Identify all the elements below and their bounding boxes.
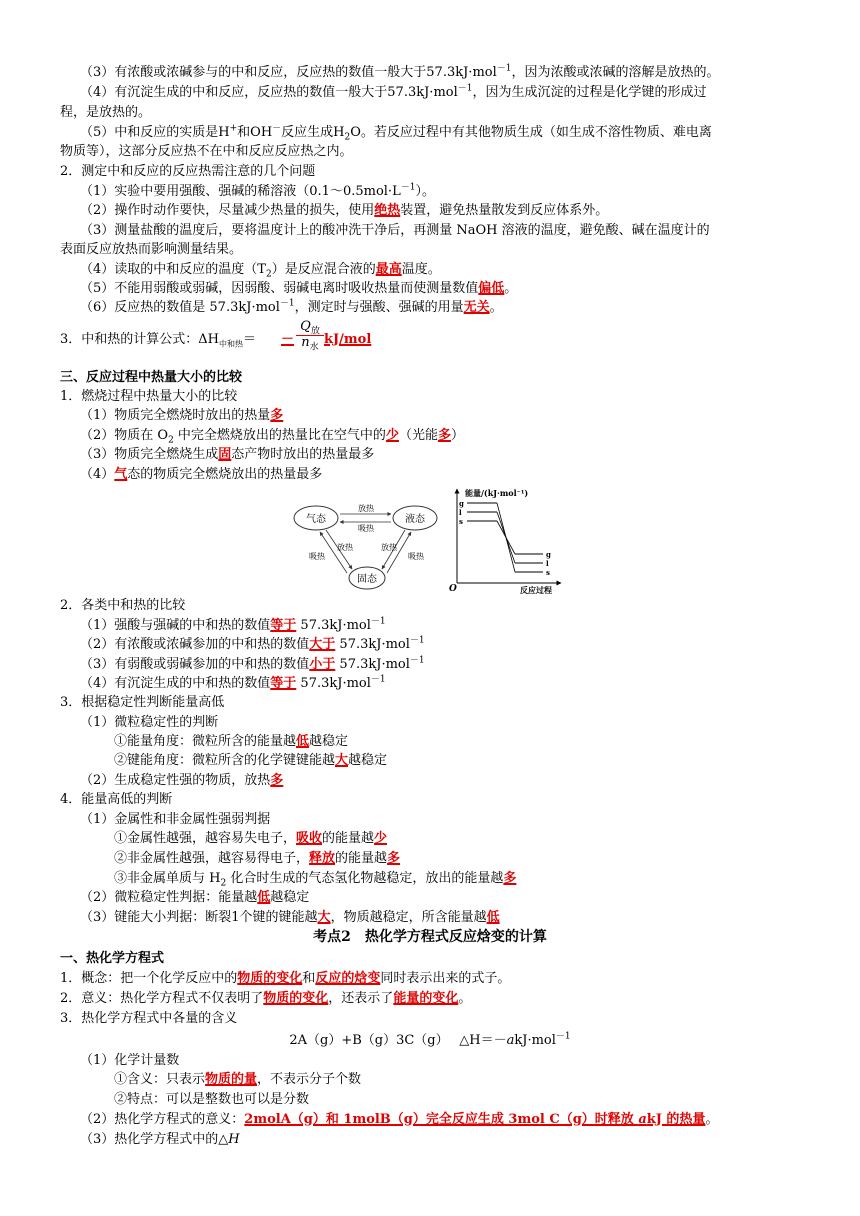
y-axis-label: 能量/(kJ·mol⁻¹) — [465, 488, 529, 498]
answer: 绝热 — [374, 203, 401, 218]
item-value: （6）反应热的数值是 57.3kJ·mol$^{-1}$，测定时与强酸、强碱的用量无关。 — [80, 298, 503, 315]
release-label: 放热 — [381, 543, 397, 552]
answer: 反应的焓变 — [315, 971, 381, 986]
right-level-label: l — [546, 559, 549, 568]
answer: 多 — [270, 773, 284, 788]
item-coefficient-feature: ②特点：可以是整数也可以是分数 — [114, 1092, 310, 1107]
item-energy-angle: ①能量角度：微粒所含的能量越低越稳定 — [114, 734, 349, 749]
item-particle-criterion: （2）微粒稳定性判据：能量越低越稳定 — [80, 890, 310, 905]
answer: 固 — [218, 447, 232, 462]
absorb-label: 吸热 — [309, 552, 325, 561]
item-quantities: 3．热化学方程式中各量的含义 — [60, 1011, 238, 1026]
subheading-combustion: 1．燃烧过程中热量大小的比较 — [60, 389, 238, 404]
answer: 释放 — [309, 851, 336, 866]
answer: 少 — [385, 428, 399, 443]
item-concept: 1．概念：把一个化学反应中的物质的变化和反应的焓变同时表示出来的式子。 — [60, 971, 511, 986]
item-particle-stability: （1）微粒稳定性的判断 — [80, 715, 219, 730]
para-precipitate: （4）有沉淀生成的中和反应，反应热的数值一般大于57.3kJ·mol$^{-1}$，因为生成沉淀的过程是化学键的形成过 — [80, 83, 707, 100]
answer: 多 — [503, 871, 517, 886]
item-equation-meaning: （2）热化学方程式的意义：2molA（g）和 1molB（g）完全反应生成 3mol C（g）时释放 akJ 的热量。 — [80, 1112, 719, 1127]
left-level-label: l — [459, 508, 462, 517]
release-label: 放热 — [358, 504, 374, 513]
answer: 吸收 — [296, 831, 323, 846]
energy-level-chart — [445, 483, 565, 595]
answer: 小于 — [309, 657, 336, 672]
item-complete-combustion: （1）物质完全燃烧时放出的热量多 — [80, 408, 284, 423]
answer: 能量的变化 — [393, 991, 459, 1006]
item-precipitate: （4）有沉淀生成的中和热的数值等于 57.3kJ·mol$^{-1}$ — [80, 674, 386, 691]
gas-label: 气态 — [306, 514, 326, 525]
release-label: 放热 — [337, 543, 353, 552]
answer: 等于 — [270, 676, 297, 691]
answer: 多 — [387, 851, 401, 866]
item-hydride: ③非金属单质与 $H_2$ 化合时生成的气态氢化物越稳定，放出的能量越多 — [114, 871, 517, 889]
item-meaning: 2．意义：热化学方程式不仅表明了物质的变化，还表示了能量的变化。 — [60, 991, 472, 1006]
item-metal: ①金属性越强，越容易失电子，吸收的能量越少 — [114, 831, 388, 846]
answer: 偏低 — [478, 281, 505, 296]
item-metallic: （1）金属性和非金属性强弱判据 — [80, 812, 271, 827]
section-heading: 三、反应过程中热量大小的比较 — [60, 370, 243, 385]
right-level-label: s — [546, 568, 550, 577]
formula-label: 3．中和热的计算公式：$\Delta H_{中和热}=$ — [60, 332, 257, 349]
item-gas-state: （4）气态的物质完全燃烧放出的热量最多 — [80, 467, 323, 482]
para-essence-cont: 物质等），这部分反应热不在中和反应反应热之内。 — [60, 144, 353, 159]
item-nonmetal: ②非金属性越强，越容易得电子，释放的能量越多 — [114, 851, 401, 866]
answer: 气 — [114, 467, 128, 482]
item-weak: （3）有弱酸或弱碱参加的中和热的数值小于 57.3kJ·mol$^{-1}$ — [80, 655, 425, 672]
item-bond-angle: ②键能角度：微粒所含的化学键键能越大越稳定 — [114, 753, 388, 768]
item-oxygen: （2）物质在 $O_2$ 中完全燃烧放出的热量比在空气中的少（光能多） — [80, 428, 464, 446]
para-essence: （5）中和反应的实质是H+和OH－反应生成$H_2O$。若反应过程中有其他物质生成（如生成不溶性物质、难电离 — [80, 123, 712, 143]
item-delta-h: （3）热化学方程式中的△H — [80, 1132, 240, 1147]
answer: 等于 — [270, 618, 297, 633]
equation: 2A（g）+B（g）3C（g） △H＝－akJ·mol$^{-1}$ — [289, 1031, 571, 1048]
item-dilute: （1）实验中要用强酸、强碱的稀溶液$(0.1\sim 0.5mol\cdot L^{-1})$。 — [80, 182, 435, 199]
item-strong: （1）强酸与强碱的中和热的数值等于 57.3kJ·mol$^{-1}$ — [80, 616, 386, 633]
item-thermometer-cont: 表面反应放热而影响测量结果。 — [60, 242, 243, 257]
para-precipitate-cont: 程，是放热的。 — [60, 105, 152, 120]
item-coefficient-meaning: ①含义：只表示物质的量，不表示分子个数 — [114, 1072, 362, 1087]
subheading-stability: 3．根据稳定性判断能量高低 — [60, 695, 225, 710]
answer: 低 — [257, 890, 271, 905]
answer: 低 — [486, 910, 500, 925]
formula-minus: － — [281, 332, 295, 347]
item-stable-product: （2）生成稳定性强的物质，放热多 — [80, 773, 284, 788]
left-level-label: s — [459, 517, 463, 526]
transition-line — [497, 521, 515, 554]
item-solid-product: （3）物质完全燃烧生成固态产物时放出的热量最多 — [80, 447, 375, 462]
answer: 少 — [374, 831, 388, 846]
item-temperature: （4）读取的中和反应的温度$(T_2)$是反应混合液的最高温度。 — [80, 262, 441, 280]
item-quick: （2）操作时动作要快，尽量减少热量的损失，使用绝热装置，避免热量散发到反应体系外。 — [80, 203, 609, 218]
answer: 物质的变化 — [263, 991, 329, 1006]
state-change-diagram — [290, 483, 440, 591]
formula-fraction: $Q_放$ $n_水$ — [296, 320, 324, 350]
answer: 物质的变化 — [237, 971, 303, 986]
answer: 最高 — [375, 262, 402, 277]
answer: 大 — [335, 753, 349, 768]
energy-levels — [459, 499, 551, 577]
section-heading-thermo: 一、热化学方程式 — [60, 951, 165, 966]
formula-unit: kJ/mol — [324, 332, 372, 347]
answer: 物质的量 — [205, 1072, 258, 1087]
item-thermometer: （3）测量盐酸的温度后，要将温度计上的酸冲洗干净后，再测量 NaOH 溶液的温度，避免酸、碱在温度计的 — [80, 223, 710, 238]
subheading-energy: 4．能量高低的判断 — [60, 792, 173, 807]
answer: 多 — [270, 408, 284, 423]
para-concentrated: （3）有浓酸或浓碱参与的中和反应，反应热的数值一般大于57.3kJ·mol$^{-1}$，因为浓酸或浓碱的溶解是放热的。 — [80, 63, 720, 80]
left-level-label: g — [459, 499, 464, 508]
solid-label: 固态 — [357, 574, 377, 585]
item-concentrated: （2）有浓酸或浓碱参加的中和热的数值大于 57.3kJ·mol$^{-1}$ — [80, 635, 425, 652]
answer: 大于 — [309, 637, 336, 652]
answer: 低 — [296, 734, 310, 749]
answer: 多 — [437, 428, 451, 443]
origin-label: O — [449, 584, 457, 594]
answer: 2molA（g）和 1molB（g）完全反应生成 3mol C（g）时释放 akJ 的热量 — [244, 1112, 706, 1127]
x-axis-label: 反应过程 — [520, 585, 552, 595]
answer: 无关 — [463, 300, 490, 315]
absorb-label: 吸热 — [408, 552, 424, 561]
answer: 大 — [317, 910, 331, 925]
item-bond-criterion: （3）键能大小判据：断裂1个键的键能越大，物质越稳定，所含能量越低 — [80, 910, 500, 925]
liquid-label: 液态 — [405, 514, 425, 525]
item-coefficient: （1）化学计量数 — [80, 1053, 180, 1068]
right-level-label: g — [546, 550, 551, 559]
subheading-neutralization: 2．各类中和热的比较 — [60, 598, 186, 613]
item-weak-acid: （5）不能用弱酸或弱碱，因弱酸、弱碱电离时吸收热量而使测量数值偏低。 — [80, 281, 518, 296]
keypoint-title: 考点2 热化学方程式反应焓变的计算 — [313, 929, 547, 945]
absorb-label: 吸热 — [358, 524, 374, 533]
heading-measure: 2．测定中和反应的反应热需注意的几个问题 — [60, 164, 316, 179]
